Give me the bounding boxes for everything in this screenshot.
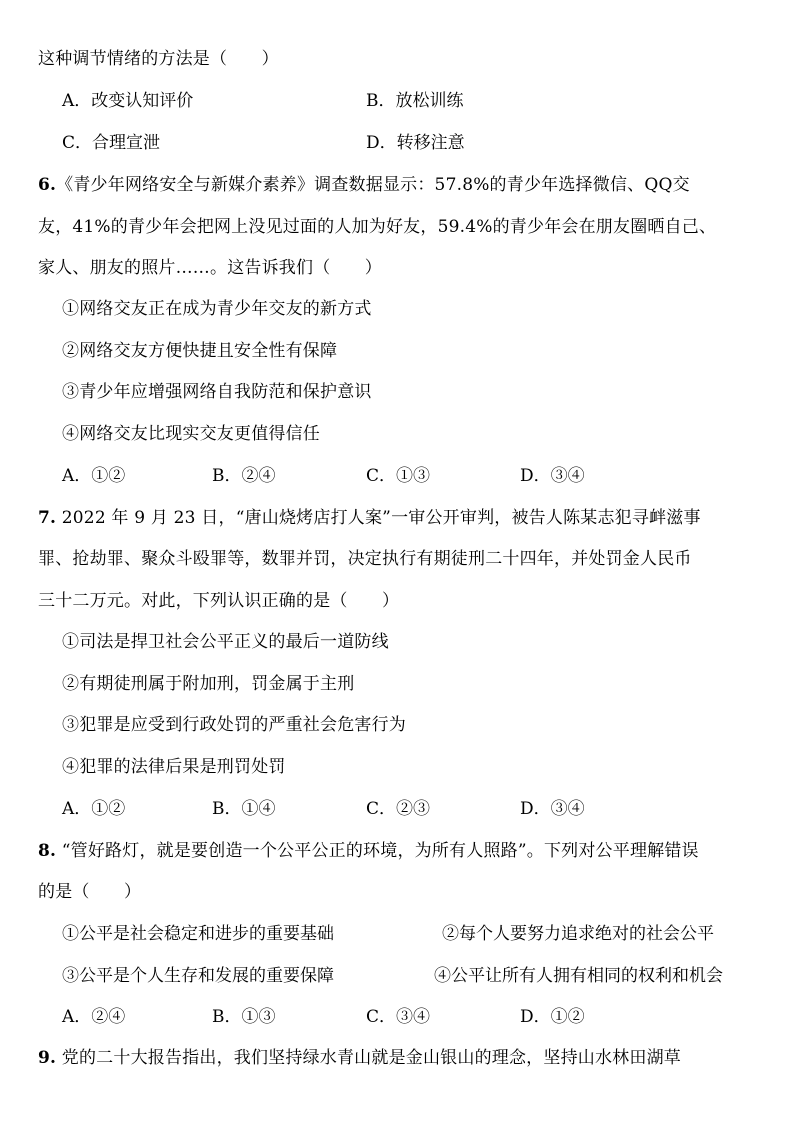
q7-statement-4: ④犯罪的法律后果是刑罚处罚 (62, 757, 286, 777)
q7-line2: 罪、抢劫罪、聚众斗殴罪等，数罪并罚，决定执行有期徒刑二十四年，并处罚金人民币 (38, 549, 692, 569)
q5-option-a: A．改变认知评价 (62, 91, 194, 111)
q6-statement-2: ②网络交友方便快捷且安全性有保障 (62, 341, 338, 361)
q5-option-d: D．转移注意 (366, 133, 465, 153)
q7-number: 7. (38, 508, 57, 528)
q6-line1 (38, 174, 690, 196)
q7-statement-3: ③犯罪是应受到行政处罚的严重社会危害行为 (62, 715, 406, 735)
q6-line3: 家人、朋友的照片……。这告诉我们（ ） (38, 258, 382, 278)
q8-statement-4: ④公平让所有人拥有相同的权利和机会 (434, 966, 723, 986)
q6-option-d: D．③④ (520, 466, 585, 486)
q7-statement-1: ①司法是捍卫社会公平正义的最后一道防线 (62, 632, 389, 652)
q6-statement-4: ④网络交友比现实交友更值得信任 (62, 424, 320, 444)
q8-statement-1: ①公平是社会稳定和进步的重要基础 (62, 924, 334, 944)
q7-line3: 三十二万元。对此，下列认识正确的是（ ） (38, 591, 400, 611)
q8-option-c: C．③④ (366, 1007, 431, 1027)
q9-line1 (38, 1047, 681, 1069)
q8-line1 (38, 840, 699, 862)
q8-option-b: B．①③ (212, 1007, 276, 1027)
q9-number: 9. (38, 1048, 57, 1068)
q6-option-b: B．②④ (212, 466, 276, 486)
q7-line1-text: 2022 年 9 月 23 日，“唐山烧烤店打人案”一审公开审判，被告人陈某志犯寻衅滋事 (61, 508, 701, 528)
q5-option-c: C．合理宣泄 (62, 133, 161, 153)
q6-statement-1: ①网络交友正在成为青少年交友的新方式 (62, 299, 372, 319)
q8-statement-2: ②每个人要努力追求绝对的社会公平 (442, 924, 714, 944)
q6-option-c: C．①③ (366, 466, 431, 486)
q7-option-c: C．②③ (366, 799, 431, 819)
q9-line1-text: 党的二十大报告指出，我们坚持绿水青山就是金山银山的理念，坚持山水林田湖草 (61, 1048, 681, 1068)
q7-option-b: B．①④ (212, 799, 276, 819)
q8-number: 8. (38, 841, 57, 861)
q6-statement-3: ③青少年应增强网络自我防范和保护意识 (62, 382, 372, 402)
q7-option-d: D．③④ (520, 799, 585, 819)
q8-statement-3: ③公平是个人生存和发展的重要保障 (62, 966, 334, 986)
q5-stem-tail: 这种调节情绪的方法是（ ） (38, 49, 279, 69)
q8-line2: 的是（ ） (38, 882, 142, 902)
q7-option-a: A．①② (62, 799, 126, 819)
q6-line2: 友，41%的青少年会把网上没见过面的人加为好友，59.4%的青少年会在朋友圈晒自己、 (38, 217, 717, 237)
q6-option-a: A．①② (62, 466, 126, 486)
q7-line1 (38, 507, 701, 529)
q8-option-d: D．①② (520, 1007, 585, 1027)
q8-option-a: A．②④ (62, 1007, 126, 1027)
q6-line1-text: 《青少年网络安全与新媒介素养》调查数据显示：57.8%的青少年选择微信、QQ交 (56, 175, 690, 195)
q7-statement-2: ②有期徒刑属于附加刑，罚金属于主刑 (62, 674, 355, 694)
q8-line1-text: “管好路灯，就是要创造一个公平公正的环境，为所有人照路”。下列对公平理解错误 (61, 841, 699, 861)
q6-number: 6. (38, 175, 57, 195)
q5-option-b: B．放松训练 (366, 91, 464, 111)
